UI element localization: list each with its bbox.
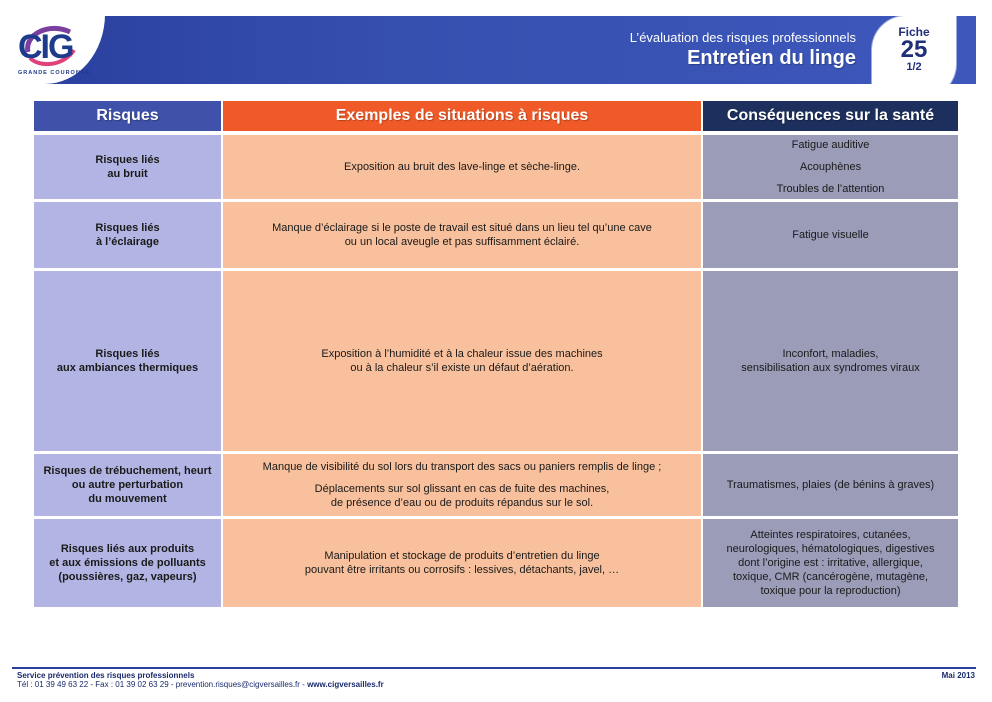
page-title: Entretien du linge (687, 47, 856, 69)
header-titles (630, 30, 856, 70)
footer-contact (17, 671, 384, 689)
risk-text: aux ambiances thermiques (56, 362, 199, 374)
table-row-situation (223, 135, 701, 199)
table-row-risk (34, 135, 221, 199)
consequence-text: Fatigue visuelle (792, 229, 869, 241)
risk-text: et aux émissions de polluants (49, 557, 206, 569)
table-row-risk (34, 454, 221, 516)
table-row-consequence (703, 271, 958, 451)
table-row-risk (34, 519, 221, 607)
consequence-text: toxique, CMR (cancérogène, mutagène, (732, 571, 929, 583)
risk-text: au bruit (107, 168, 148, 180)
footer-website-link[interactable]: www.cigversailles.fr (307, 680, 384, 689)
fiche-label: Fiche (898, 25, 930, 39)
situation-text: ou un local aveugle et pas suffisamment éclairé. (344, 236, 580, 248)
situation-text: Manque d’éclairage si le poste de travail est situé dans un lieu tel qu’une cave (272, 222, 652, 234)
situation-text: ou à la chaleur s’il existe un défaut d’aération. (350, 362, 574, 374)
risk-text: Risques de trébuchement, heurt (43, 465, 212, 477)
situation-text: Exposition au bruit des lave-linge et sèche-linge. (343, 161, 581, 173)
risk-text: Risques liés (95, 222, 160, 234)
table-row-consequence (703, 135, 958, 199)
logo-subtitle: GRANDE COURONNE (18, 70, 91, 76)
situation-text: de présence d’eau ou de produits répandus sur le sol. (330, 497, 594, 509)
situation-text: Déplacements sur sol glissant en cas de fuite des machines, (314, 483, 610, 495)
risk-text: du mouvement (88, 493, 167, 505)
footer-service: Service prévention des risques professionnels (17, 671, 195, 680)
table-row-risk (34, 271, 221, 451)
risk-text: à l’éclairage (96, 236, 159, 248)
logo-text: CIG (18, 28, 73, 66)
consequence-text: neurologiques, hématologiques, digestives (726, 543, 935, 555)
situation-text: Exposition à l’humidité et à la chaleur issue des machines (321, 348, 603, 360)
footer-date: Mai 2013 (941, 671, 975, 680)
fiche-badge (872, 16, 956, 98)
table-row-situation (223, 271, 701, 451)
consequence-text: sensibilisation aux syndromes viraux (741, 362, 920, 374)
table-row-situation (223, 202, 701, 268)
column-header-consequences: Conséquences sur la santé (703, 101, 958, 131)
table-row-consequence (703, 202, 958, 268)
logo (0, 0, 110, 84)
consequence-text: Atteintes respiratoires, cutanées, (750, 529, 911, 541)
table-row-consequence (703, 519, 958, 607)
footer-divider (12, 667, 976, 669)
risk-text: Risques liés (95, 348, 160, 360)
footer-contact-details: Tél : 01 39 49 63 22 - Fax : 01 39 02 63 29 - prevention.risques@cigversailles.fr - (17, 680, 308, 689)
header-supertitle: L’évaluation des risques professionnels (629, 30, 856, 45)
consequence-text: toxique pour la reproduction) (760, 585, 901, 597)
column-header-situations: Exemples de situations à risques (223, 101, 701, 131)
consequence-text: Inconfort, maladies, (782, 348, 879, 360)
consequence-text: Troubles de l’attention (776, 183, 885, 195)
table-row-situation (223, 519, 701, 607)
risk-text: Risques liés aux produits (60, 543, 195, 555)
situation-text: Manipulation et stockage de produits d’entretien du linge (324, 550, 600, 562)
fiche-page: 1/2 (906, 61, 922, 73)
risk-text: (poussières, gaz, vapeurs) (58, 571, 197, 583)
situation-text: pouvant être irritants ou corrosifs : lessives, détachants, javel, … (304, 564, 620, 576)
consequence-text: Fatigue auditive (791, 139, 870, 151)
risk-text: Risques liés (95, 154, 160, 166)
column-header-risks: Risques (34, 101, 221, 131)
fiche-number: 25 (900, 36, 928, 63)
consequence-text: Acouphènes (799, 161, 862, 173)
consequence-text: Traumatismes, plaies (de bénins à graves) (726, 479, 935, 491)
table-row-consequence (703, 454, 958, 516)
consequence-text: dont l’origine est : irritative, allergique, (738, 557, 923, 569)
situation-text: Manque de visibilité du sol lors du transport des sacs ou paniers remplis de linge ; (262, 461, 662, 473)
risk-text: ou autre perturbation (71, 479, 184, 491)
table-row-risk (34, 202, 221, 268)
table-row-situation (223, 454, 701, 516)
